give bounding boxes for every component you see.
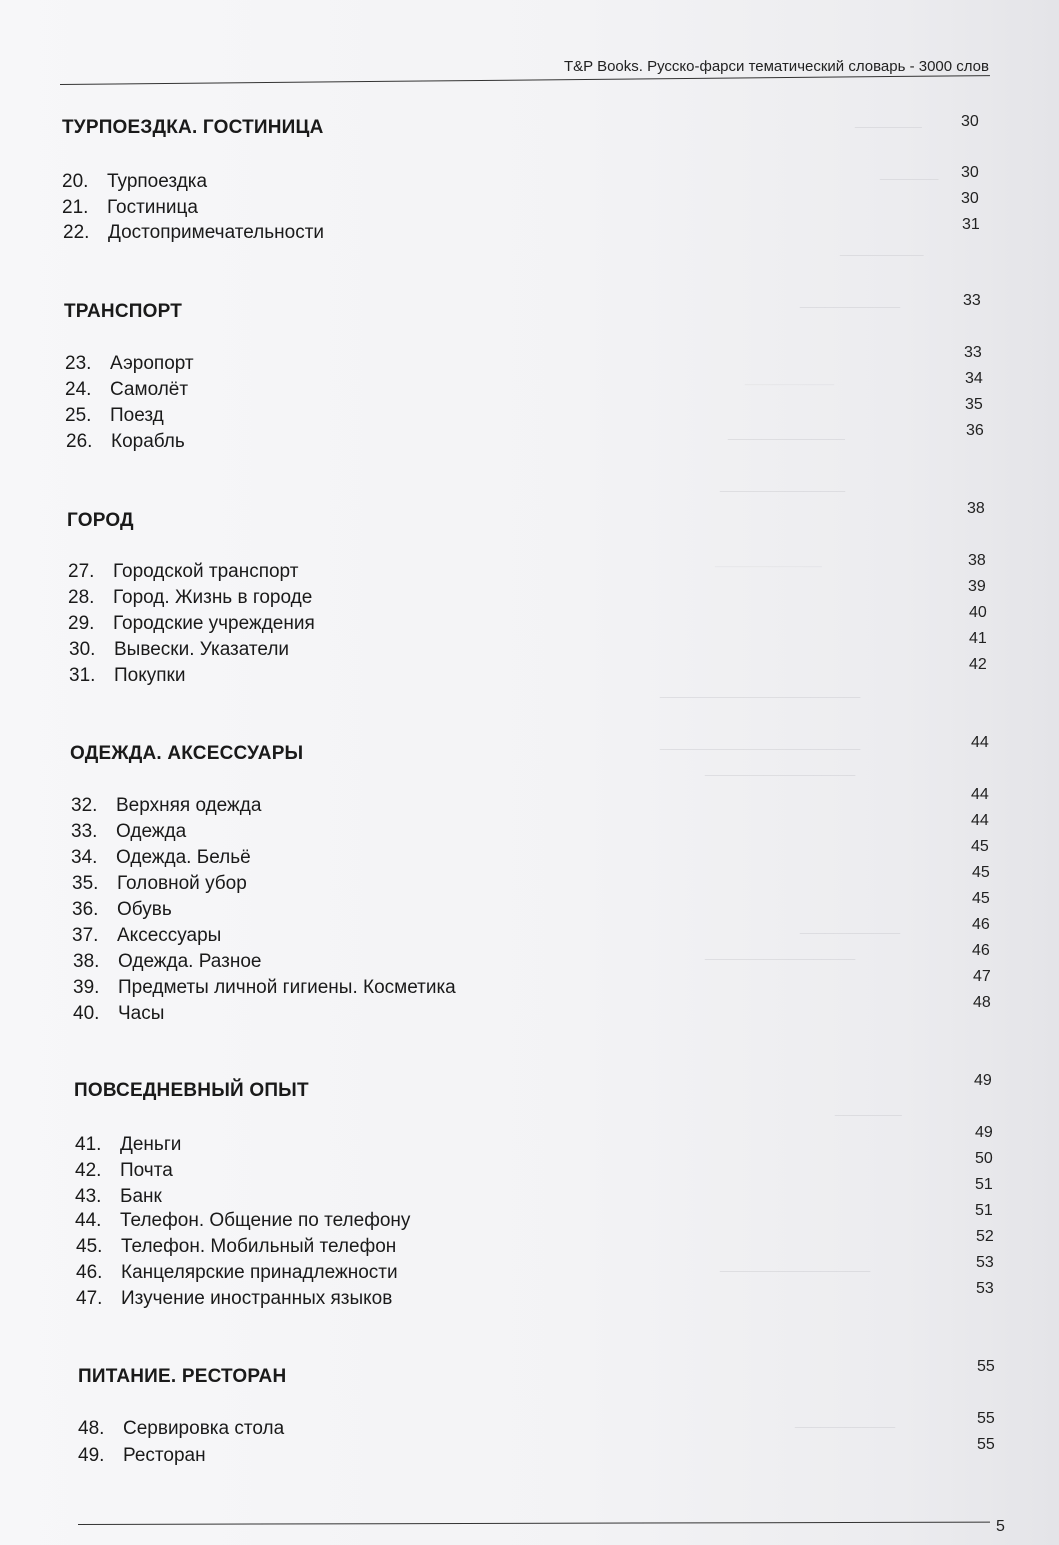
entry-number: 32. [71,795,98,816]
entry-page-number: 30 [961,190,979,207]
section-page-number: 55 [977,1358,995,1375]
entry-label: Изучение иностранных языков [121,1288,393,1309]
toc-entry [62,197,198,219]
entry-label: Самолёт [110,379,189,400]
section-page-number: 44 [971,734,989,751]
entry-label: Канцелярские принадлежности [121,1262,398,1283]
entry-page-number: 39 [968,578,986,595]
entry-page-number: 51 [975,1202,993,1219]
entry-label: Обувь [117,899,172,920]
toc-entry [73,951,261,973]
entry-label: Вывески. Указатели [114,639,290,660]
entry-number: 39. [73,977,100,998]
section-page-number: 33 [963,292,981,309]
entry-number: 31. [69,665,96,686]
toc-entry [72,925,221,947]
section-page-number: 38 [967,500,985,517]
entry-label: Одежда. Бельё [116,847,251,868]
entry-page-number: 36 [966,422,984,439]
entry-page-number: 47 [973,968,991,985]
entry-number: 49. [78,1445,105,1466]
entry-number: 24. [65,379,92,400]
entry-label: Предметы личной гигиены. Косметика [118,977,456,998]
entry-page-number: 30 [961,164,979,181]
toc-entry [76,1262,398,1284]
section-page-number: 49 [974,1072,992,1089]
entry-number: 35. [72,873,99,894]
entry-number: 44. [75,1210,102,1231]
entry-page-number: 46 [972,942,990,959]
toc-entry [75,1210,410,1232]
entry-page-number: 52 [976,1228,994,1245]
entry-number: 45. [76,1236,103,1257]
toc-entry [69,639,289,661]
entry-label: Одежда [116,821,187,842]
entry-number: 22. [63,222,90,243]
entry-number: 43. [75,1186,102,1207]
entry-number: 26. [66,431,93,452]
entry-page-number: 44 [971,812,989,829]
toc-entry [68,613,315,635]
entry-page-number: 44 [971,786,989,803]
toc-entry [65,405,164,427]
entry-label: Гостиница [107,197,198,218]
entry-page-number: 51 [975,1176,993,1193]
entry-number: 38. [73,951,100,972]
page-number: 5 [996,1518,1005,1535]
running-header: T&P Books. Русско-фарси тематический словарь - 3000 слов [564,58,989,75]
entry-page-number: 35 [965,396,983,413]
entry-label: Городской транспорт [113,561,299,582]
entry-page-number: 53 [976,1280,994,1297]
entry-page-number: 41 [969,630,987,647]
entry-page-number: 31 [962,216,980,233]
entry-page-number: 42 [969,656,987,673]
entry-number: 28. [68,587,95,608]
entry-label: Одежда. Разное [118,951,262,972]
section-heading: ТРАНСПОРТ [64,301,183,322]
entry-label: Верхняя одежда [116,795,262,816]
entry-label: Головной убор [117,873,247,894]
entry-label: Покупки [114,665,186,686]
section-heading: ПОВСЕДНЕВНЫЙ ОПЫТ [74,1080,309,1101]
toc-entry [69,665,185,687]
entry-label: Часы [118,1003,165,1024]
entry-number: 21. [62,197,89,218]
entry-label: Банк [120,1186,162,1207]
entry-page-number: 53 [976,1254,994,1271]
entry-number: 33. [71,821,98,842]
section-heading: ОДЕЖДА. АКСЕССУАРЫ [70,743,304,764]
entry-label: Сервировка стола [123,1418,285,1439]
entry-page-number: 48 [973,994,991,1011]
entry-number: 23. [65,353,92,374]
entry-page-number: 45 [971,838,989,855]
entry-page-number: 55 [977,1410,995,1427]
entry-number: 47. [76,1288,103,1309]
entry-number: 29. [68,613,95,634]
entry-label: Поезд [110,405,164,426]
toc-entry [65,353,194,375]
entry-label: Телефон. Общение по телефону [120,1210,411,1231]
toc-entry [75,1160,173,1182]
toc-entry [68,561,298,583]
entry-number: 48. [78,1418,105,1439]
entry-number: 25. [65,405,92,426]
toc-entry [71,847,251,869]
entry-label: Аэропорт [110,353,194,374]
entry-number: 27. [68,561,95,582]
entry-number: 42. [75,1160,102,1181]
entry-label: Корабль [111,431,185,452]
entry-page-number: 46 [972,916,990,933]
toc-entry [72,899,172,921]
entry-number: 36. [72,899,99,920]
entry-number: 37. [72,925,99,946]
entry-page-number: 50 [975,1150,993,1167]
entry-label: Деньги [120,1134,182,1155]
entry-number: 34. [71,847,98,868]
entry-label: Ресторан [123,1445,206,1466]
entry-number: 41. [75,1134,102,1155]
toc-entry [66,431,185,453]
entry-page-number: 55 [977,1436,995,1453]
toc-entry [75,1186,162,1208]
toc-entry [76,1236,396,1258]
entry-page-number: 45 [972,864,990,881]
toc-entry [75,1134,181,1156]
entry-number: 46. [76,1262,103,1283]
entry-page-number: 33 [964,344,982,361]
entry-label: Почта [120,1160,173,1181]
toc-entry [65,379,188,401]
section-heading: ГОРОД [67,510,134,531]
toc-entry [72,873,247,895]
toc-entry [68,587,312,609]
toc-entry [63,222,324,244]
toc-entry [76,1288,392,1310]
entry-page-number: 45 [972,890,990,907]
section-heading: ПИТАНИЕ. РЕСТОРАН [78,1366,287,1387]
entry-label: Телефон. Мобильный телефон [121,1236,397,1257]
entry-number: 30. [69,639,96,660]
entry-page-number: 40 [969,604,987,621]
toc-entry [73,1003,164,1025]
entry-number: 20. [62,171,89,192]
entry-page-number: 49 [975,1124,993,1141]
section-heading: ТУРПОЕЗДКА. ГОСТИНИЦА [62,117,324,138]
entry-label: Город. Жизнь в городе [113,587,313,608]
entry-label: Аксессуары [117,925,222,946]
entry-label: Турпоездка [107,171,208,192]
toc-entry [78,1445,206,1467]
toc-entry [71,795,261,817]
entry-number: 40. [73,1003,100,1024]
entry-page-number: 34 [965,370,983,387]
entry-label: Городские учреждения [113,613,315,634]
entry-page-number: 38 [968,552,986,569]
toc-entry [78,1418,284,1440]
section-page-number: 30 [961,113,979,130]
toc-entry [73,977,456,999]
toc-entry [71,821,186,843]
toc-entry [62,171,207,193]
entry-label: Достопримечательности [108,222,325,243]
